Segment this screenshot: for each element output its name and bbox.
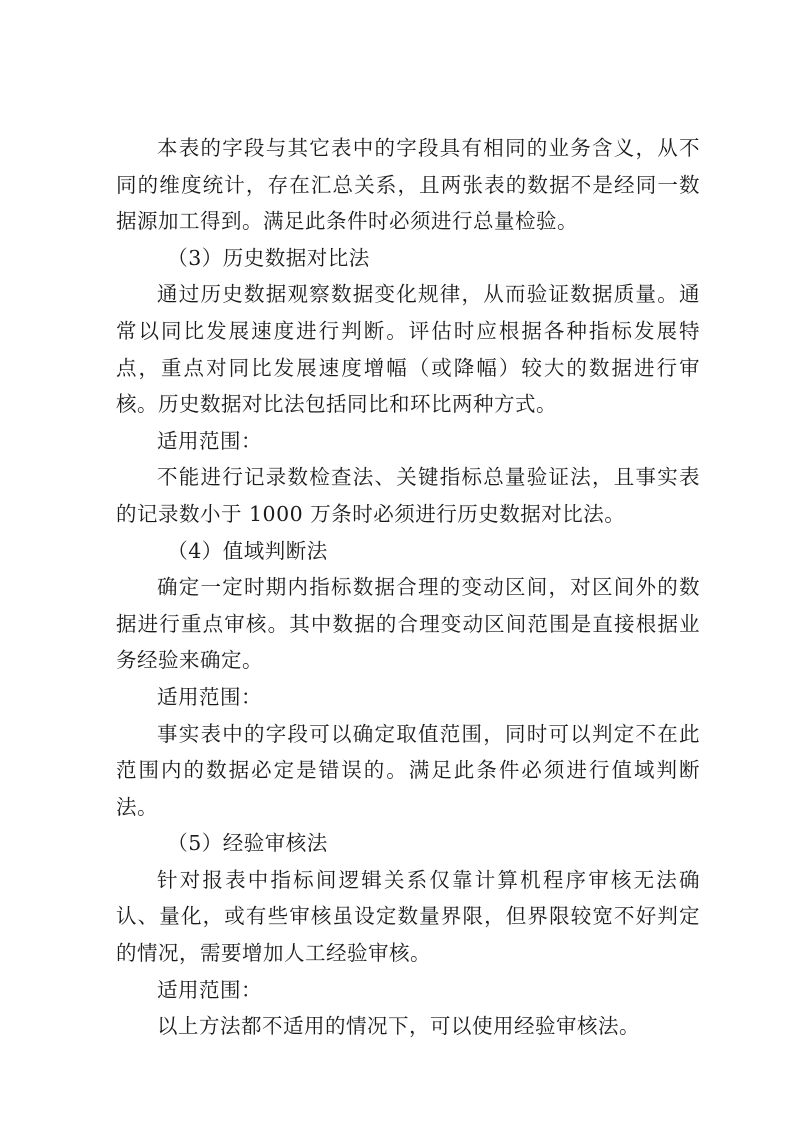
paragraph-experience-review-desc: 针对报表中指标间逻辑关系仅靠计算机程序审核无法确认、量化，或有些审核虽设定数量界限，但界限较宽不好判定的情况，需要增加人工经验审核。 bbox=[116, 867, 700, 966]
paragraph-value-range-scope: 事实表中的字段可以确定取值范围，同时可以判定不在此范围内的数据必定是错误的。满足此条件必须进行值域判断法。 bbox=[116, 721, 700, 819]
label-scope-2: 适用范围： bbox=[157, 684, 262, 709]
paragraph-history-comparison-scope: 不能进行记录数检查法、关键指标总量验证法，且事实表的记录数小于 1000 万条时必须进行历史数据对比法。 bbox=[116, 465, 700, 526]
paragraph-experience-review-scope: 以上方法都不适用的情况下，可以使用经验审核法。 bbox=[157, 1014, 640, 1039]
heading-history-comparison: （3）历史数据对比法 bbox=[167, 245, 370, 270]
paragraph-value-range-desc: 确定一定时期内指标数据合理的变动区间，对区间外的数据进行重点审核。其中数据的合理变动区间范围是直接根据业务经验来确定。 bbox=[116, 575, 700, 673]
paragraph-history-comparison-desc: 通过历史数据观察数据变化规律，从而验证数据质量。通常以同比发展速度进行判断。评估时应根据各种指标发展特点，重点对同比发展速度增幅（或降幅）较大的数据进行审核。历史数据对比法包括同比和环比两种方式。 bbox=[116, 282, 700, 417]
document-page bbox=[116, 130, 700, 1045]
label-scope-3: 适用范围： bbox=[157, 977, 262, 1002]
paragraph-summary-check-condition: 本表的字段与其它表中的字段具有相同的业务含义，从不同的维度统计，存在汇总关系，且两张表的数据不是经同一数据源加工得到。满足此条件时必须进行总量检验。 bbox=[116, 136, 700, 234]
heading-experience-review: （5）经验审核法 bbox=[167, 831, 328, 856]
label-scope-1: 适用范围： bbox=[157, 428, 262, 453]
heading-value-range: （4）值域判断法 bbox=[167, 538, 328, 563]
